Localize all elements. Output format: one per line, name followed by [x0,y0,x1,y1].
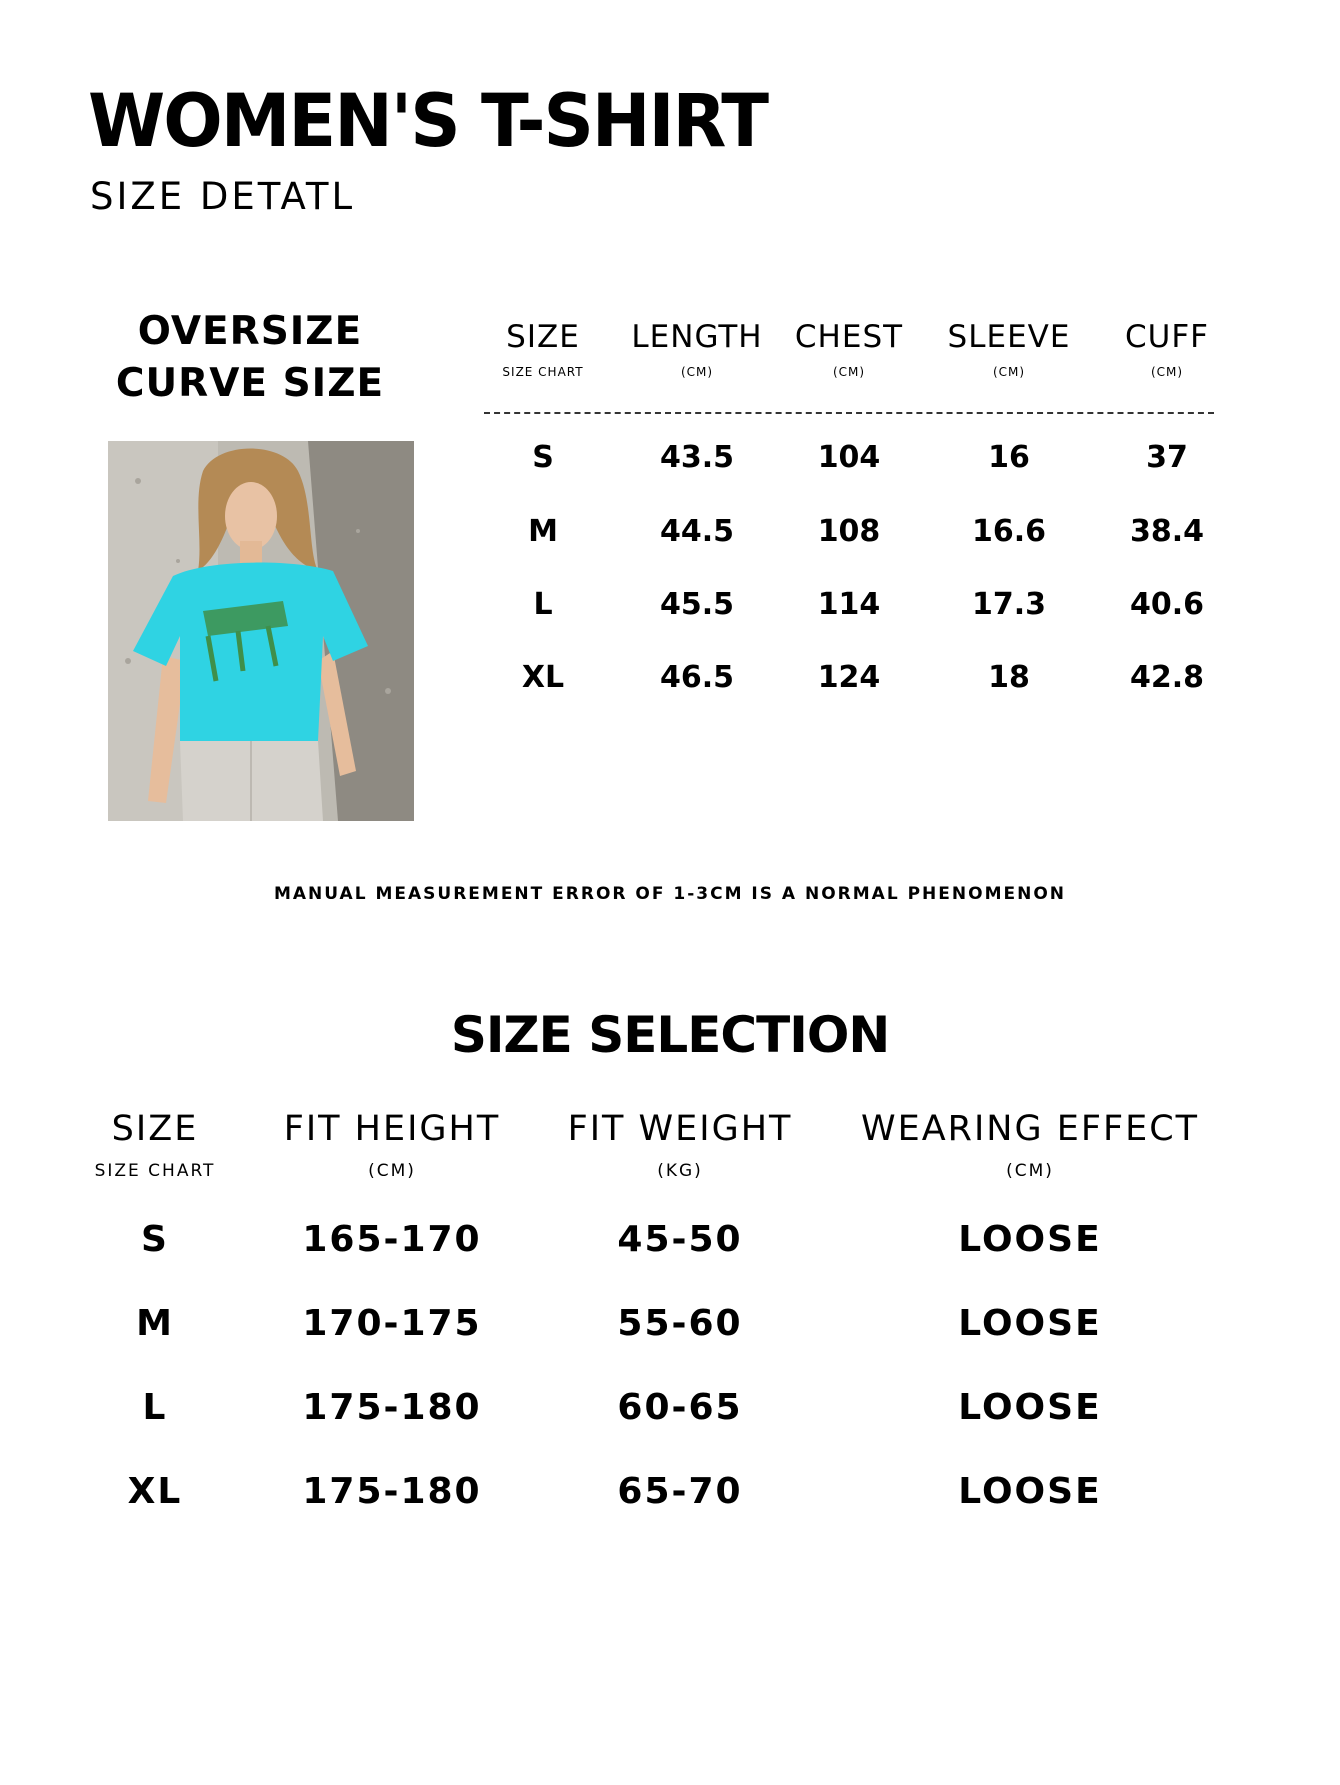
cell-chest: 104 [817,440,881,475]
header-unit: (CM) [680,365,714,379]
cell-sleeve: 16 [988,440,1030,475]
fit-label-line2: CURVE SIZE [115,361,385,406]
cell-size: S [532,440,554,475]
cell-chest: 108 [817,514,881,549]
cell-sleeve: 16.6 [971,514,1047,549]
header-unit: (KG) [657,1161,703,1181]
header-label: FIT HEIGHT [283,1109,501,1149]
cell-size: M [528,514,558,549]
table-row [470,585,1220,625]
measurement-table [470,319,1220,418]
cell-effect: LOOSE [958,1387,1102,1428]
cell-height: 175-180 [302,1387,482,1428]
table-row [470,512,1220,552]
header-size [458,319,628,379]
cell-cuff: 40.6 [1129,587,1205,622]
header-cuff [1082,319,1252,379]
cell-sleeve: 17.3 [971,587,1047,622]
cell-cuff: 37 [1146,440,1188,475]
cell-size: M [136,1303,174,1344]
header-unit: (CM) [1006,1161,1054,1181]
cell-weight: 55-60 [617,1303,743,1344]
cell-height: 170-175 [302,1303,482,1344]
header-label: CHEST [794,319,904,355]
model-photo-icon [108,441,414,821]
cell-size: S [141,1219,169,1260]
header-length [612,319,782,379]
cell-weight: 60-65 [617,1387,743,1428]
cell-height: 175-180 [302,1471,482,1512]
cell-length: 43.5 [659,440,735,475]
cell-cuff: 38.4 [1129,514,1205,549]
header-unit: (CM) [368,1161,416,1181]
fit-label-line1: OVERSIZE [137,309,363,354]
header-unit: (CM) [992,365,1026,379]
cell-effect: LOOSE [958,1471,1102,1512]
header-unit: (CM) [1150,365,1184,379]
header-label: LENGTH [631,319,763,355]
header-label: SLEEVE [947,319,1071,355]
header-label: WEARING EFFECT [860,1109,1200,1149]
measurement-table-header [470,319,1220,418]
table-row [470,658,1220,698]
header-unit: (CM) [832,365,866,379]
selection-header-height [262,1109,522,1181]
selection-header-size [75,1109,235,1181]
fit-label [90,306,410,410]
header-label: SIZE [111,1109,199,1149]
model-photo [108,441,414,821]
selection-title: SIZE SELECTION [450,1006,890,1064]
header-label: FIT WEIGHT [567,1109,793,1149]
cell-height: 165-170 [302,1219,482,1260]
table-row [470,438,1220,478]
page-subtitle: SIZE DETATL [90,175,356,218]
cell-size: L [142,1387,168,1428]
cell-size: L [533,587,553,622]
cell-length: 45.5 [659,587,735,622]
cell-length: 46.5 [659,660,735,695]
selection-header-weight [550,1109,810,1181]
cell-length: 44.5 [659,514,735,549]
divider [484,412,1214,414]
cell-weight: 65-70 [617,1471,743,1512]
cell-cuff: 42.8 [1129,660,1205,695]
cell-effect: LOOSE [958,1219,1102,1260]
header-unit: SIZE CHART [94,1161,216,1181]
cell-sleeve: 18 [988,660,1030,695]
measurement-note: MANUAL MEASUREMENT ERROR OF 1-3CM IS A NORMAL PHENOMENON [273,884,1067,904]
cell-size: XL [521,660,565,695]
header-unit: SIZE CHART [502,365,584,379]
selection-header-effect [830,1109,1230,1181]
header-label: SIZE [506,319,580,355]
cell-effect: LOOSE [958,1303,1102,1344]
cell-weight: 45-50 [617,1219,743,1260]
header-sleeve [924,319,1094,379]
header-label: CUFF [1125,319,1209,355]
page-title: WOMEN'S T-SHIRT [88,77,768,164]
cell-size: XL [127,1471,183,1512]
cell-chest: 124 [817,660,881,695]
cell-chest: 114 [817,587,881,622]
header-chest [764,319,934,379]
